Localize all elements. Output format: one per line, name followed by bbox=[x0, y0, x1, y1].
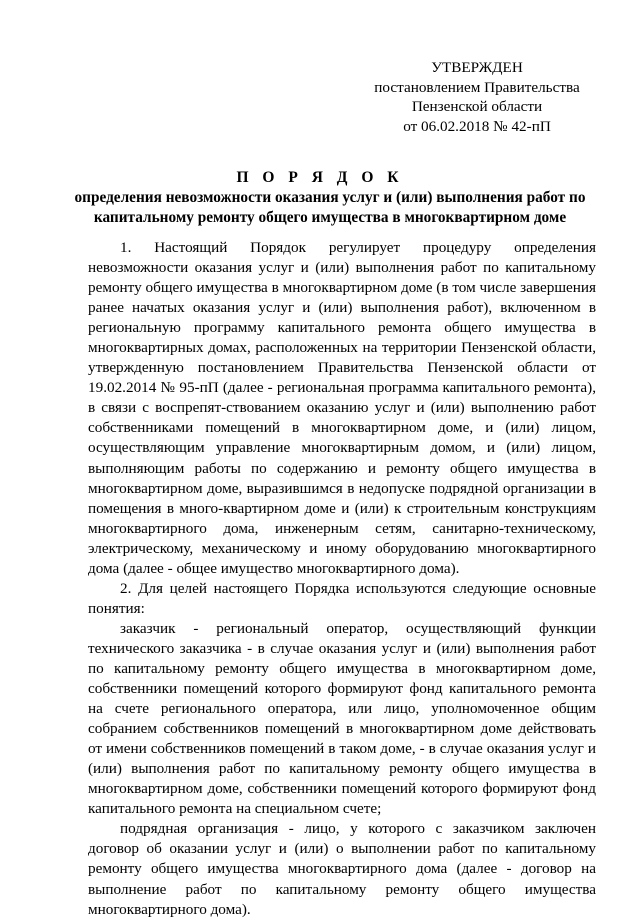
approval-heading: УТВЕРЖДЕН bbox=[431, 59, 523, 76]
paragraph-1: 1. Настоящий Порядок регулирует процедуру определения невозможности оказания услуг и (или) выполнения работ по капитальному ремонту общего имущества в многоквартирном доме (в том числе завершения ранее начатых оказания услуг и (или) выполнения работ), включенном в региональную программу капитального ремонта общего имущества в многоквартирных домах, расположенных на территории Пензенской области, утвержденную постановлением Правительства Пензенской области от 19.02.2014 № 95-пП (далее - региональная программа капитального ремонта), в связи с воспрепят-ствованием оказанию услуг и (или) выполнению работ собственниками помещений в многоквартирном доме, и (или) лицом, осуществляющим управление многоквартирным домом, и (или) лицом, выполняющим работы по содержанию и ремонту общего имущества в многоквартирном доме, выразившимся в недопуске подрядной организации в помещения в много-квартирном доме и (или) к строительным конструкциям многоквартирного дома, инженерным сетям, санитарно-техническому, электрическому, механическому и иному оборудованию многоквартирного дома (далее - общее имущество многоквартирного дома). bbox=[88, 239, 596, 577]
approval-issuer: постановлением Правительства bbox=[374, 78, 580, 96]
approval-region: Пензенской области bbox=[411, 98, 543, 115]
document-title: П О Р Я Д О К bbox=[236, 169, 404, 186]
document-subtitle: определения невозможности оказания услуг и (или) выполнения работ по капитальному ремонту общего имущества в многоквартирном доме bbox=[74, 189, 586, 226]
definition-customer: заказчик - региональный оператор, осуществляющий функции технического заказчика - в случае оказания услуг и (или) выполнения работ по капитальному ремонту общего имущества в многоквартирном доме, собственники помещений которого формируют фонд капитального ремонта на счете регионального оператора, или лицо, уполномоченное общим собранием собственников помещений в многоквартирном доме действовать от имени собственников помещений в таком доме, - в случае оказания услуг и (или) выполнения работ по капитальному ремонту общего имущества в многоквартирном доме, собственники помещений которого формируют фонд капитального ремонта на специальном счете; bbox=[88, 619, 596, 818]
document-body bbox=[88, 238, 596, 920]
approval-date-number: от 06.02.2018 № 42-пП bbox=[403, 117, 551, 135]
approval-stamp-block bbox=[372, 58, 582, 136]
definition-contractor: подрядная организация - лицо, у которого с заказчиком заключен договор об оказании услуг и (или) о выполнении работ по капитальному ремонту общего имущества многоквартирного дома (далее - договор на выполнение работ по капитальному ремонту общего имущества многоквартирного дома). bbox=[88, 820, 596, 918]
paragraph-2: 2. Для целей настоящего Порядка используются следующие основные понятия: bbox=[88, 579, 596, 617]
